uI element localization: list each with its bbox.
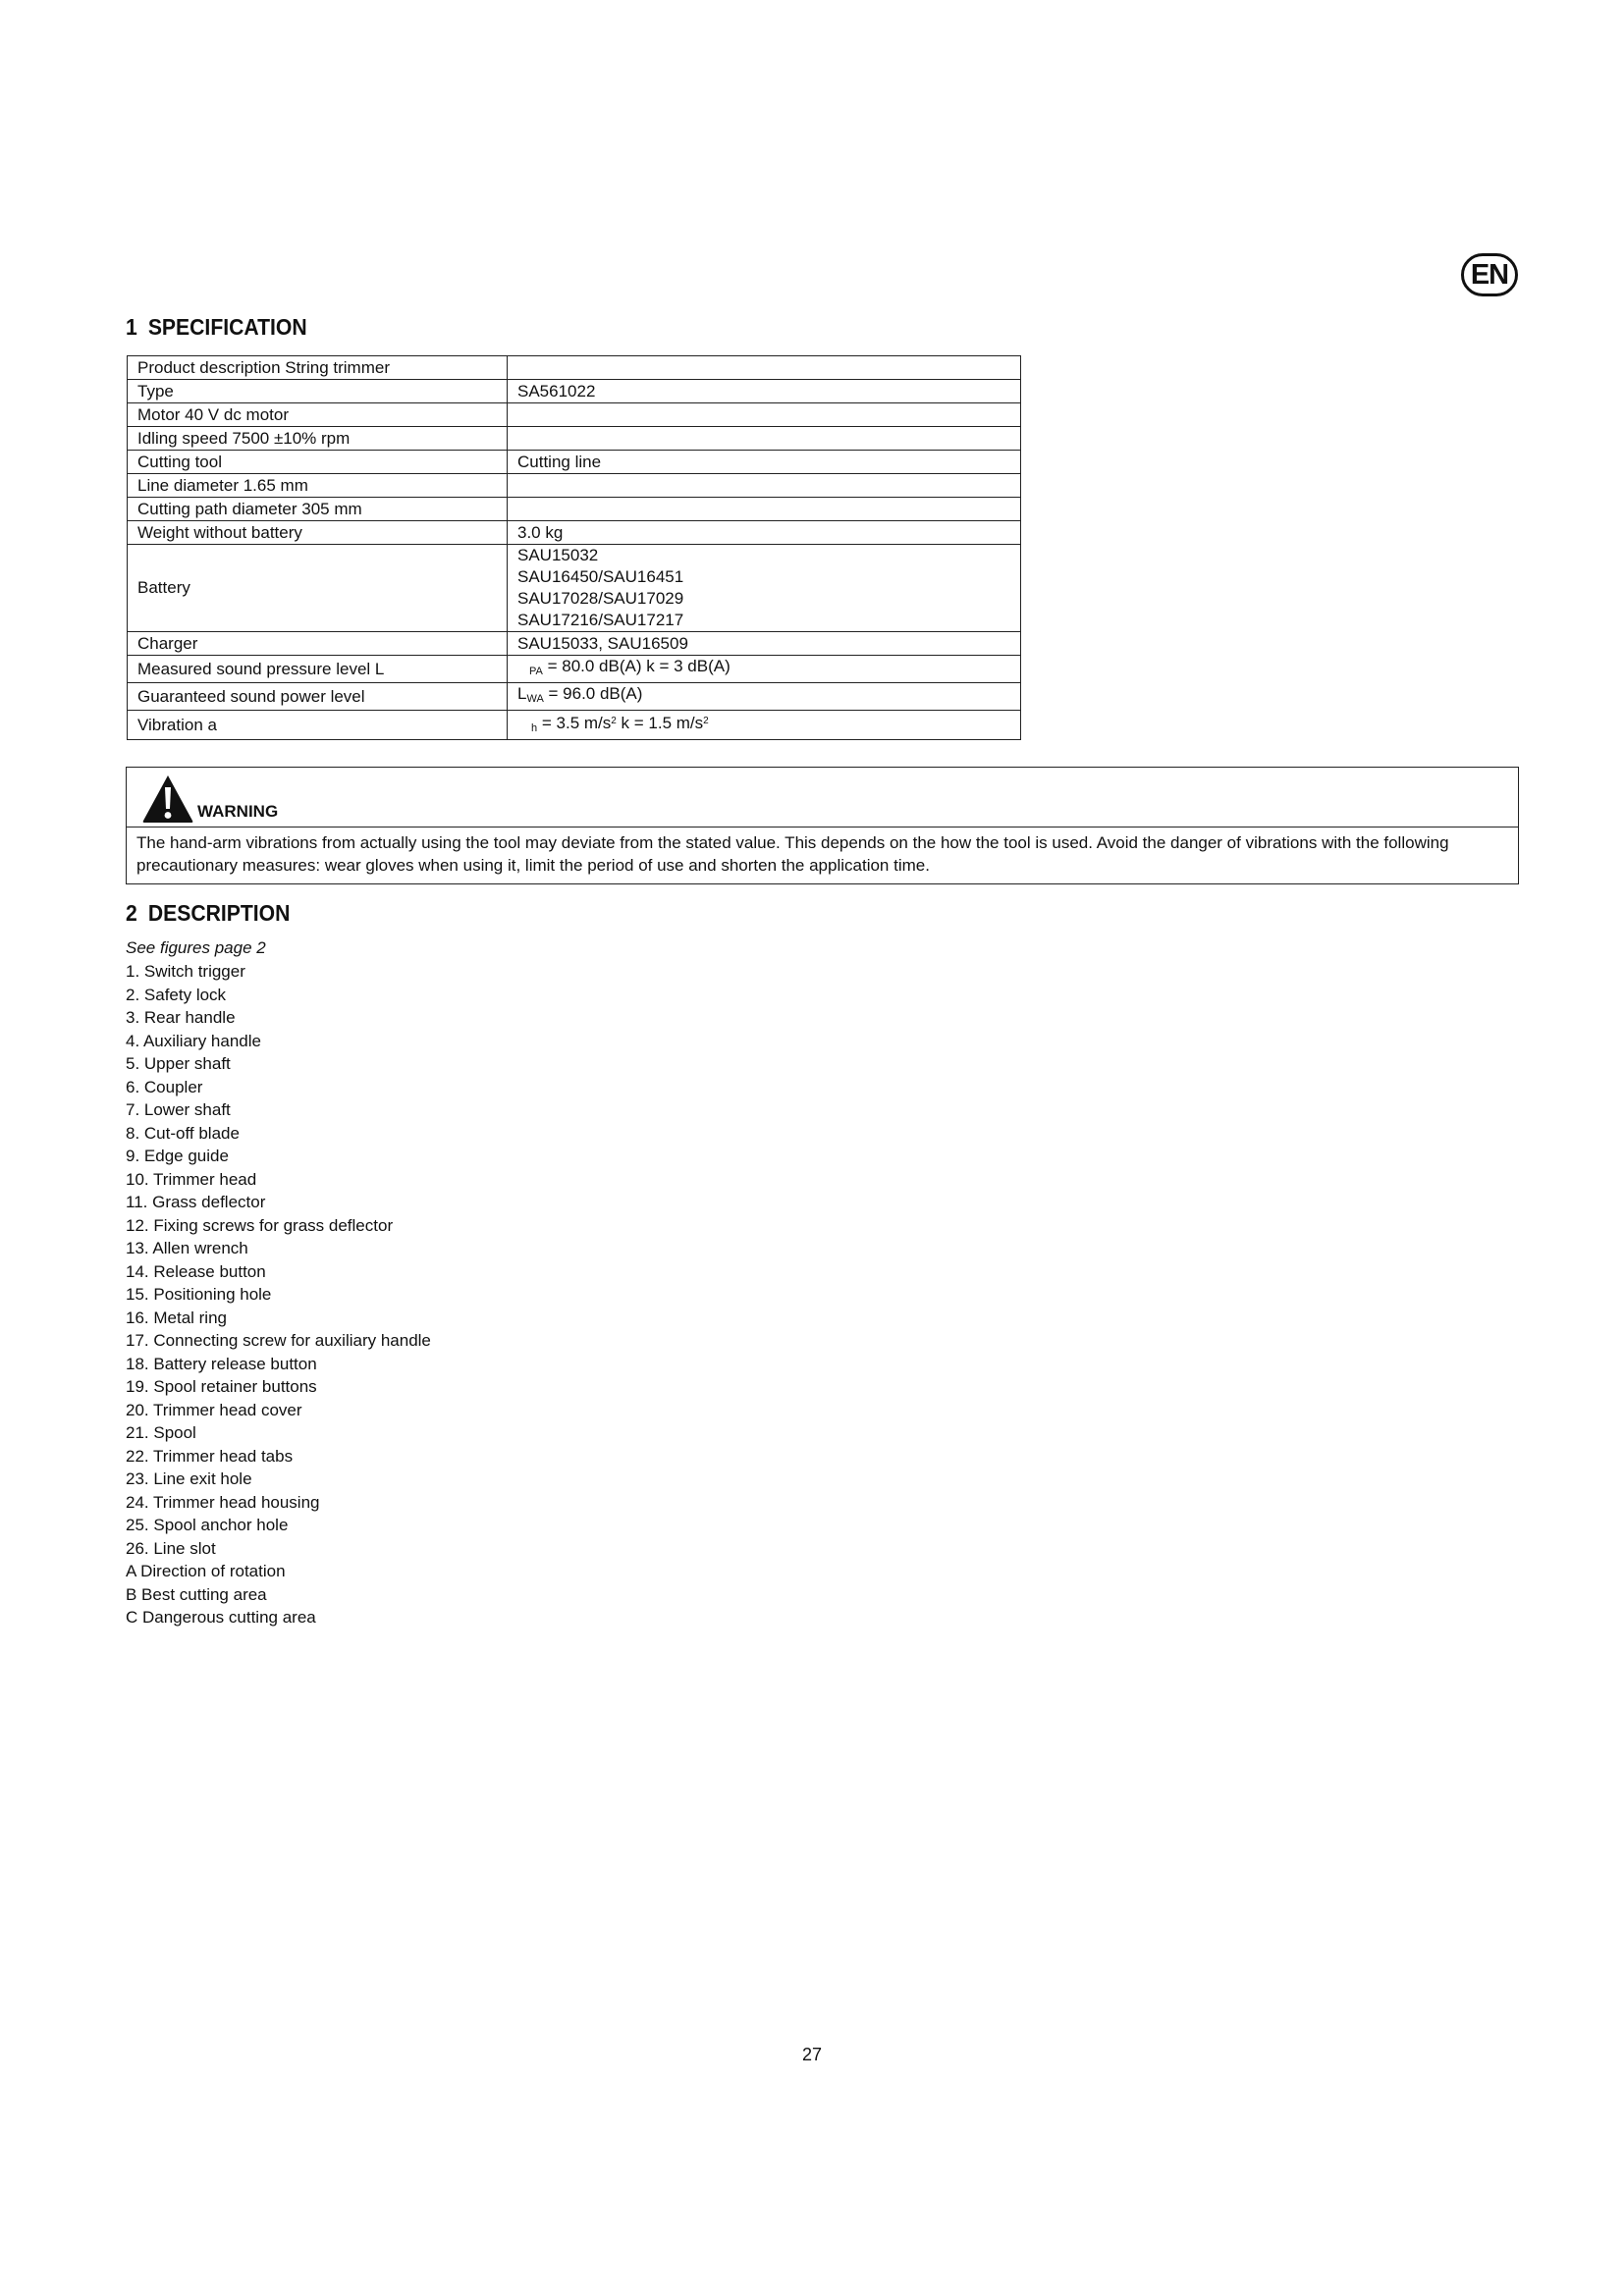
list-item: 4. Auxiliary handle <box>126 1031 261 1050</box>
spec-row <box>128 498 1021 521</box>
spec-label: Motor 40 V dc motor <box>128 403 508 427</box>
spec-row <box>128 521 1021 545</box>
spec-row <box>128 403 1021 427</box>
description-title: DESCRIPTION <box>147 900 291 926</box>
list-item: 10. Trimmer head <box>126 1169 257 1189</box>
spec-value <box>508 498 1021 521</box>
list-item: 15. Positioning hole <box>126 1285 272 1304</box>
spec-value-battery <box>508 545 1021 632</box>
spec-label: Product description String trimmer <box>128 356 508 380</box>
figures-reference: See figures page 2 <box>126 938 266 957</box>
list-item: 8. Cut-off blade <box>126 1123 240 1143</box>
spec-row-battery <box>128 545 1021 632</box>
spec-value <box>508 427 1021 451</box>
list-item: 21. Spool <box>126 1423 196 1442</box>
sound-power-subscript: WA <box>526 693 544 705</box>
spec-label-sound-pressure: Measured sound pressure level L <box>128 656 508 683</box>
spec-label-battery: Battery <box>128 545 508 632</box>
sound-pressure-value: = 80.0 dB(A) k = 3 dB(A) <box>547 657 731 675</box>
list-item: 20. Trimmer head cover <box>126 1400 302 1419</box>
vibration-uncertainty: k = 1.5 m/s <box>616 714 704 732</box>
spec-row <box>128 427 1021 451</box>
sound-power-value: = 96.0 dB(A) <box>548 684 643 703</box>
description-list <box>126 960 431 1629</box>
specification-table <box>127 355 1021 740</box>
battery-model: SAU15032 <box>517 546 599 564</box>
list-item: 3. Rear handle <box>126 1008 236 1027</box>
specification-number: 1 <box>126 314 137 340</box>
vibration-exponent: 2 <box>611 716 617 726</box>
specification-heading <box>126 314 307 341</box>
list-item: 6. Coupler <box>126 1077 203 1096</box>
list-item: 26. Line slot <box>126 1538 216 1558</box>
spec-row-sound-pressure <box>128 656 1021 683</box>
list-item: A Direction of rotation <box>126 1562 286 1580</box>
warning-box <box>126 767 1519 884</box>
list-item: 19. Spool retainer buttons <box>126 1377 317 1396</box>
warning-divider <box>127 827 1518 828</box>
specification-title: SPECIFICATION <box>147 314 307 340</box>
list-item: 9. Edge guide <box>126 1147 229 1165</box>
list-item: 25. Spool anchor hole <box>126 1516 289 1534</box>
vibration-subscript: h <box>531 722 538 734</box>
warning-text: The hand-arm vibrations from actually using the tool may deviate from the stated value. This depends on the how the tool is used. Avoid the danger of vibrations with the following precautionary measures: wear gloves when using it, limit the period of use and shorten the application time. <box>136 833 1449 875</box>
spec-value <box>508 356 1021 380</box>
spec-row <box>128 380 1021 403</box>
description-number: 2 <box>126 900 137 926</box>
list-item: 1. Switch trigger <box>126 962 245 981</box>
spec-row <box>128 474 1021 498</box>
list-item: 11. Grass deflector <box>126 1193 266 1211</box>
sound-pressure-subscript: PA <box>529 666 543 677</box>
spec-label: Type <box>128 380 508 403</box>
spec-label: Cutting path diameter 305 mm <box>128 498 508 521</box>
spec-value: 3.0 kg <box>508 521 1021 545</box>
spec-label: Weight without battery <box>128 521 508 545</box>
warning-header <box>140 771 278 824</box>
vibration-value: = 3.5 m/s <box>541 714 612 732</box>
spec-value-sound-power <box>508 683 1021 711</box>
list-item: C Dangerous cutting area <box>126 1608 316 1627</box>
list-item: 12. Fixing screws for grass deflector <box>126 1215 394 1235</box>
spec-row-vibration <box>128 711 1021 740</box>
spec-value <box>508 474 1021 498</box>
spec-value: SA561022 <box>508 380 1021 403</box>
sound-power-symbol: L <box>517 684 527 703</box>
spec-value-sound-pressure <box>508 656 1021 683</box>
spec-label: Line diameter 1.65 mm <box>128 474 508 498</box>
list-item: 5. Upper shaft <box>126 1054 231 1073</box>
list-item: 16. Metal ring <box>126 1308 227 1327</box>
spec-label: Idling speed 7500 ±10% rpm <box>128 427 508 451</box>
battery-model: SAU17028/SAU17029 <box>517 589 684 608</box>
list-item: B Best cutting area <box>126 1584 267 1604</box>
page-number: 27 <box>801 2045 823 2064</box>
list-item: 24. Trimmer head housing <box>126 1492 320 1512</box>
warning-title: WARNING <box>197 802 279 821</box>
list-item: 13. Allen wrench <box>126 1239 248 1257</box>
spec-label: Cutting tool <box>128 451 508 474</box>
list-item: 17. Connecting screw for auxiliary handle <box>126 1331 431 1350</box>
list-item: 18. Battery release button <box>126 1354 317 1373</box>
spec-value-vibration <box>508 711 1021 740</box>
spec-label-sound-power: Guaranteed sound power level <box>128 683 508 711</box>
spec-value: Cutting line <box>508 451 1021 474</box>
battery-model: SAU16450/SAU16451 <box>517 567 684 586</box>
spec-row-charger <box>128 632 1021 656</box>
battery-model: SAU17216/SAU17217 <box>517 611 684 629</box>
vibration-uncertainty-exponent: 2 <box>703 716 709 726</box>
warning-triangle-icon <box>140 773 195 824</box>
spec-row <box>128 356 1021 380</box>
description-heading <box>126 900 290 927</box>
spec-row <box>128 451 1021 474</box>
language-badge: EN <box>1461 253 1518 296</box>
list-item: 14. Release button <box>126 1261 266 1281</box>
spec-label-charger: Charger <box>128 632 508 656</box>
spec-label-vibration: Vibration a <box>128 711 508 740</box>
spec-value <box>508 403 1021 427</box>
spec-row-sound-power <box>128 683 1021 711</box>
list-item: 7. Lower shaft <box>126 1100 231 1119</box>
list-item: 22. Trimmer head tabs <box>126 1446 294 1466</box>
list-item: 23. Line exit hole <box>126 1469 252 1488</box>
list-item: 2. Safety lock <box>126 985 227 1004</box>
spec-value-charger: SAU15033, SAU16509 <box>508 632 1021 656</box>
